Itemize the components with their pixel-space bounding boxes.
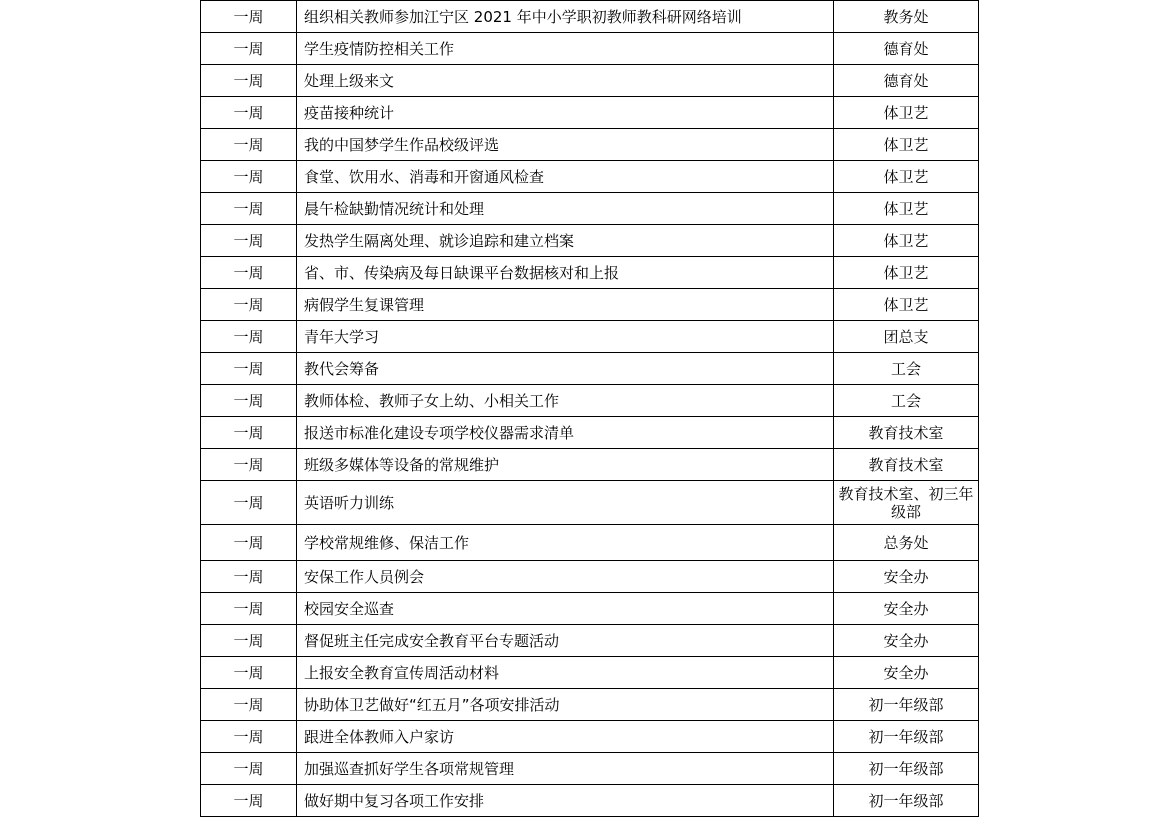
- table-row: [201, 257, 979, 289]
- task-cell: 处理上级来文: [297, 65, 834, 97]
- table-row: [201, 129, 979, 161]
- task-cell: 跟进全体教师入户家访: [297, 721, 834, 753]
- department-cell: 教育技术室: [834, 449, 979, 481]
- schedule-table-body: [201, 1, 979, 817]
- time-cell: 一周: [201, 257, 297, 289]
- table-row: [201, 33, 979, 65]
- department-cell: 教育技术室: [834, 417, 979, 449]
- task-cell: 组织相关教师参加江宁区 2021 年中小学职初教师教科研网络培训: [297, 1, 834, 33]
- time-cell: 一周: [201, 129, 297, 161]
- time-cell: 一周: [201, 561, 297, 593]
- task-cell: 学校常规维修、保洁工作: [297, 525, 834, 561]
- table-row: [201, 1, 979, 33]
- time-cell: 一周: [201, 97, 297, 129]
- department-cell: 体卫艺: [834, 97, 979, 129]
- task-cell: 督促班主任完成安全教育平台专题活动: [297, 625, 834, 657]
- department-cell: 德育处: [834, 33, 979, 65]
- time-cell: 一周: [201, 753, 297, 785]
- department-cell: 体卫艺: [834, 289, 979, 321]
- time-cell: 一周: [201, 225, 297, 257]
- table-row: [201, 225, 979, 257]
- department-cell: 总务处: [834, 525, 979, 561]
- department-cell: 安全办: [834, 625, 979, 657]
- table-row: [201, 721, 979, 753]
- table-row: [201, 785, 979, 817]
- department-cell: 体卫艺: [834, 257, 979, 289]
- time-cell: 一周: [201, 721, 297, 753]
- table-row: [201, 561, 979, 593]
- task-cell: 校园安全巡查: [297, 593, 834, 625]
- table-row: [201, 525, 979, 561]
- task-cell: 病假学生复课管理: [297, 289, 834, 321]
- task-cell: 我的中国梦学生作品校级评选: [297, 129, 834, 161]
- time-cell: 一周: [201, 593, 297, 625]
- department-cell: 团总支: [834, 321, 979, 353]
- task-cell: 英语听力训练: [297, 481, 834, 525]
- task-cell: 做好期中复习各项工作安排: [297, 785, 834, 817]
- department-cell: 教务处: [834, 1, 979, 33]
- department-cell: 工会: [834, 353, 979, 385]
- task-cell: 晨午检缺勤情况统计和处理: [297, 193, 834, 225]
- task-cell: 协助体卫艺做好“红五月”各项安排活动: [297, 689, 834, 721]
- time-cell: 一周: [201, 33, 297, 65]
- department-cell: 德育处: [834, 65, 979, 97]
- time-cell: 一周: [201, 449, 297, 481]
- table-row: [201, 657, 979, 689]
- table-row: [201, 689, 979, 721]
- department-cell: 初一年级部: [834, 785, 979, 817]
- table-row: [201, 353, 979, 385]
- table-row: [201, 449, 979, 481]
- task-cell: 青年大学习: [297, 321, 834, 353]
- task-cell: 报送市标准化建设专项学校仪器需求清单: [297, 417, 834, 449]
- time-cell: 一周: [201, 193, 297, 225]
- time-cell: 一周: [201, 657, 297, 689]
- department-cell: 安全办: [834, 561, 979, 593]
- table-row: [201, 321, 979, 353]
- table-row: [201, 289, 979, 321]
- table-row: [201, 753, 979, 785]
- time-cell: 一周: [201, 689, 297, 721]
- department-cell: 体卫艺: [834, 161, 979, 193]
- table-row: [201, 65, 979, 97]
- schedule-table: [200, 0, 979, 817]
- department-cell: 工会: [834, 385, 979, 417]
- time-cell: 一周: [201, 161, 297, 193]
- task-cell: 学生疫情防控相关工作: [297, 33, 834, 65]
- table-row: [201, 625, 979, 657]
- time-cell: 一周: [201, 289, 297, 321]
- task-cell: 教师体检、教师子女上幼、小相关工作: [297, 385, 834, 417]
- department-cell: 初一年级部: [834, 721, 979, 753]
- department-cell: 初一年级部: [834, 689, 979, 721]
- department-cell: 体卫艺: [834, 129, 979, 161]
- time-cell: 一周: [201, 625, 297, 657]
- time-cell: 一周: [201, 1, 297, 33]
- task-cell: 省、市、传染病及每日缺课平台数据核对和上报: [297, 257, 834, 289]
- task-cell: 班级多媒体等设备的常规维护: [297, 449, 834, 481]
- table-row: [201, 417, 979, 449]
- table-row: [201, 161, 979, 193]
- time-cell: 一周: [201, 321, 297, 353]
- department-cell: 体卫艺: [834, 225, 979, 257]
- department-cell: 教育技术室、初三年级部: [834, 481, 979, 525]
- time-cell: 一周: [201, 481, 297, 525]
- time-cell: 一周: [201, 417, 297, 449]
- time-cell: 一周: [201, 525, 297, 561]
- department-cell: 体卫艺: [834, 193, 979, 225]
- department-cell: 安全办: [834, 657, 979, 689]
- task-cell: 上报安全教育宣传周活动材料: [297, 657, 834, 689]
- time-cell: 一周: [201, 385, 297, 417]
- table-row: [201, 97, 979, 129]
- department-cell: 初一年级部: [834, 753, 979, 785]
- table-row: [201, 593, 979, 625]
- table-row: [201, 481, 979, 525]
- table-row: [201, 193, 979, 225]
- task-cell: 发热学生隔离处理、就诊追踪和建立档案: [297, 225, 834, 257]
- task-cell: 疫苗接种统计: [297, 97, 834, 129]
- task-cell: 加强巡查抓好学生各项常规管理: [297, 753, 834, 785]
- task-cell: 教代会筹备: [297, 353, 834, 385]
- time-cell: 一周: [201, 785, 297, 817]
- time-cell: 一周: [201, 353, 297, 385]
- task-cell: 安保工作人员例会: [297, 561, 834, 593]
- task-cell: 食堂、饮用水、消毒和开窗通风检查: [297, 161, 834, 193]
- time-cell: 一周: [201, 65, 297, 97]
- department-cell: 安全办: [834, 593, 979, 625]
- table-row: [201, 385, 979, 417]
